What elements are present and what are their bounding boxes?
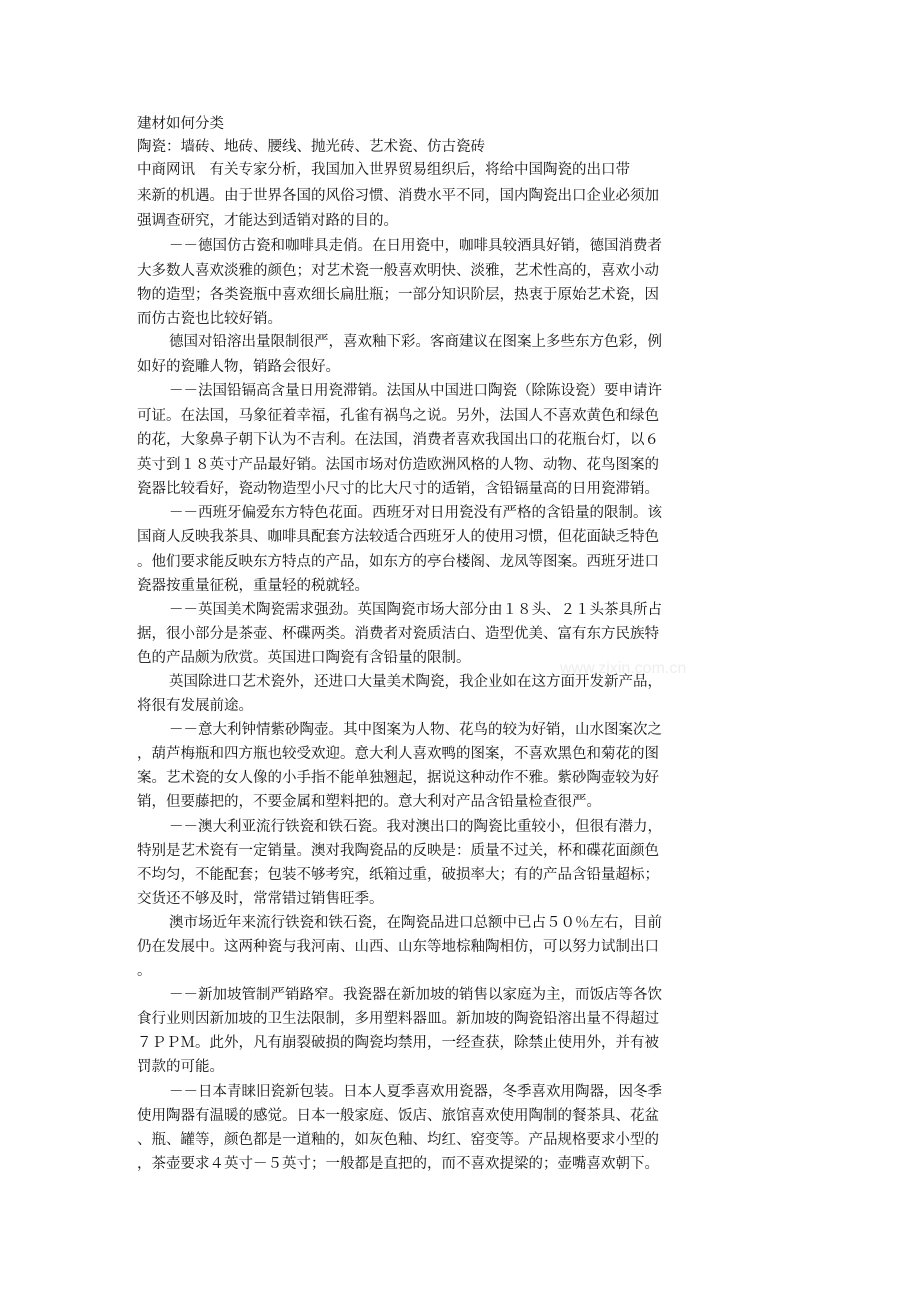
text-line: 可证。在法国，马象征着幸福，孔雀有祸鸟之说。另外，法国人不喜欢黄色和绿色 bbox=[137, 408, 659, 424]
text-line: 德国对铅溶出量限制很严，喜欢釉下彩。客商建议在图案上多些东方色彩，例 bbox=[169, 334, 662, 350]
document-title: 建材如何分类 bbox=[137, 116, 224, 132]
text-line: 。他们要求能反映东方特点的产品，如东方的亭台楼阁、龙凤等图案。西班牙进口 bbox=[137, 554, 659, 570]
text-line: 、瓶、罐等，颜色都是一道釉的，如灰色釉、均红、窑变等。产品规格要求小型的 bbox=[137, 1132, 659, 1148]
text-line: －－新加坡管制严销路窄。我瓷器在新加坡的销售以家庭为主，而饭店等各饮 bbox=[169, 987, 662, 1003]
text-line: 来新的机遇。由于世界各国的风俗习惯、消费水平不同，国内陶瓷出口企业必须加 bbox=[137, 188, 659, 204]
text-line: －－西班牙偏爱东方特色花面。西班牙对日用瓷没有严格的含铅量的限制。该 bbox=[169, 505, 662, 521]
text-line: 不均匀，不能配套；包装不够考究，纸箱过重，破损率大；有的产品含铅量超标； bbox=[137, 867, 659, 883]
text-line: 如好的瓷雕人物，销路会很好。 bbox=[137, 359, 340, 375]
text-line: 将很有发展前途。 bbox=[137, 698, 253, 714]
text-line: 特别是艺术瓷有一定销量。澳对我陶瓷品的反映是：质量不过关，杯和碟花面颜色 bbox=[137, 843, 659, 859]
text-line: 强调查研究，才能达到适销对路的目的。 bbox=[137, 213, 398, 229]
text-line: 仍在发展中。这两种瓷与我河南、山西、山东等地棕釉陶相仿，可以努力试制出口 bbox=[137, 939, 659, 955]
text-line: 瓷器按重量征税，重量轻的税就轻。 bbox=[137, 578, 369, 594]
text-line: 使用陶器有温暖的感觉。日本一般家庭、饭店、旅馆喜欢使用陶制的餐茶具、花盆 bbox=[137, 1108, 659, 1124]
text-line: 罚款的可能。 bbox=[137, 1059, 224, 1075]
text-line: －－日本青睐旧瓷新包装。日本人夏季喜欢用瓷器，冬季喜欢用陶器，因冬季 bbox=[169, 1084, 662, 1100]
text-line: 销，但要藤把的，不要金属和塑料把的。意大利对产品含铅量检查很严。 bbox=[137, 794, 601, 810]
text-line: －－法国铅镉高含量日用瓷滞销。法国从中国进口陶瓷（除陈设瓷）要申请许 bbox=[169, 383, 662, 399]
text-line: 色的产品颇为欣赏。英国进口陶瓷有含铅量的限制。 bbox=[137, 650, 471, 666]
text-line: ，葫芦梅瓶和四方瓶也较受欢迎。意大利人喜欢鸭的图案，不喜欢黑色和菊花的图 bbox=[137, 746, 659, 762]
text-line: 据，很小部分是茶壶、杯碟两类。消费者对瓷质洁白、造型优美、富有东方民族特 bbox=[137, 626, 659, 642]
text-line: 英寸到１８英寸产品最好销。法国市场对仿造欧洲风格的人物、动物、花鸟图案的 bbox=[137, 457, 659, 473]
text-line: －－德国仿古瓷和咖啡具走俏。在日用瓷中，咖啡具较酒具好销，德国消费者 bbox=[169, 238, 662, 254]
text-line: 物的造型；各类瓷瓶中喜欢细长扁肚瓶；一部分知识阶层，热衷于原始艺术瓷，因 bbox=[137, 287, 659, 303]
text-line: 交货还不够及时，常常错过销售旺季。 bbox=[137, 891, 384, 907]
text-line: 食行业则因新加坡的卫生法限制，多用塑料器皿。新加坡的陶瓷铅溶出量不得超过 bbox=[137, 1011, 659, 1027]
text-line: 而仿古瓷也比较好销。 bbox=[137, 311, 282, 327]
text-line: －－意大利钟情紫砂陶壶。其中图案为人物、花鸟的较为好销，山水图案次之 bbox=[169, 722, 662, 738]
document-subtitle: 陶瓷：墙砖、地砖、腰线、抛光砖、艺术瓷、仿古瓷砖 bbox=[137, 139, 485, 155]
text-line: 英国除进口艺术瓷外，还进口大量美术陶瓷，我企业如在这方面开发新产品， bbox=[169, 674, 662, 690]
text-line: 的花，大象鼻子朝下认为不吉利。在法国，消费者喜欢我国出口的花瓶台灯，以６ bbox=[137, 432, 659, 448]
text-line: 国商人反映我茶具、咖啡具配套方法较适合西班牙人的使用习惯，但花面缺乏特色 bbox=[137, 529, 659, 545]
text-line: 瓷器比较看好，瓷动物造型小尺寸的比大尺寸的适销，含铅镉量高的日用瓷滞销。 bbox=[137, 481, 659, 497]
watermark: www.zixin.com.cn bbox=[560, 660, 687, 677]
text-line: 案。艺术瓷的女人像的小手指不能单独翘起，据说这种动作不雅。紫砂陶壶较为好 bbox=[137, 770, 659, 786]
text-line: 澳市场近年来流行铁瓷和铁石瓷，在陶瓷品进口总额中已占５０％左右，目前 bbox=[169, 915, 662, 931]
text-line: 中商网讯 有关专家分析，我国加入世界贸易组织后，将给中国陶瓷的出口带 bbox=[137, 162, 630, 178]
text-line: 大多数人喜欢淡雅的颜色；对艺术瓷一般喜欢明快、淡雅，艺术性高的，喜欢小动 bbox=[137, 263, 659, 279]
text-line: ７ＰＰＭ。此外，凡有崩裂破损的陶瓷均禁用，一经查获，除禁止使用外，并有被 bbox=[137, 1035, 659, 1051]
text-line: ，茶壶要求４英寸－５英寸；一般都是直把的，而不喜欢提梁的；壶嘴喜欢朝下。 bbox=[137, 1156, 659, 1172]
text-line: －－澳大利亚流行铁瓷和铁石瓷。我对澳出口的陶瓷比重较小，但很有潜力， bbox=[169, 819, 662, 835]
text-line: 。 bbox=[137, 963, 152, 979]
text-line: －－英国美术陶瓷需求强劲。英国陶瓷市场大部分由１８头、２１头茶具所占 bbox=[169, 602, 662, 618]
